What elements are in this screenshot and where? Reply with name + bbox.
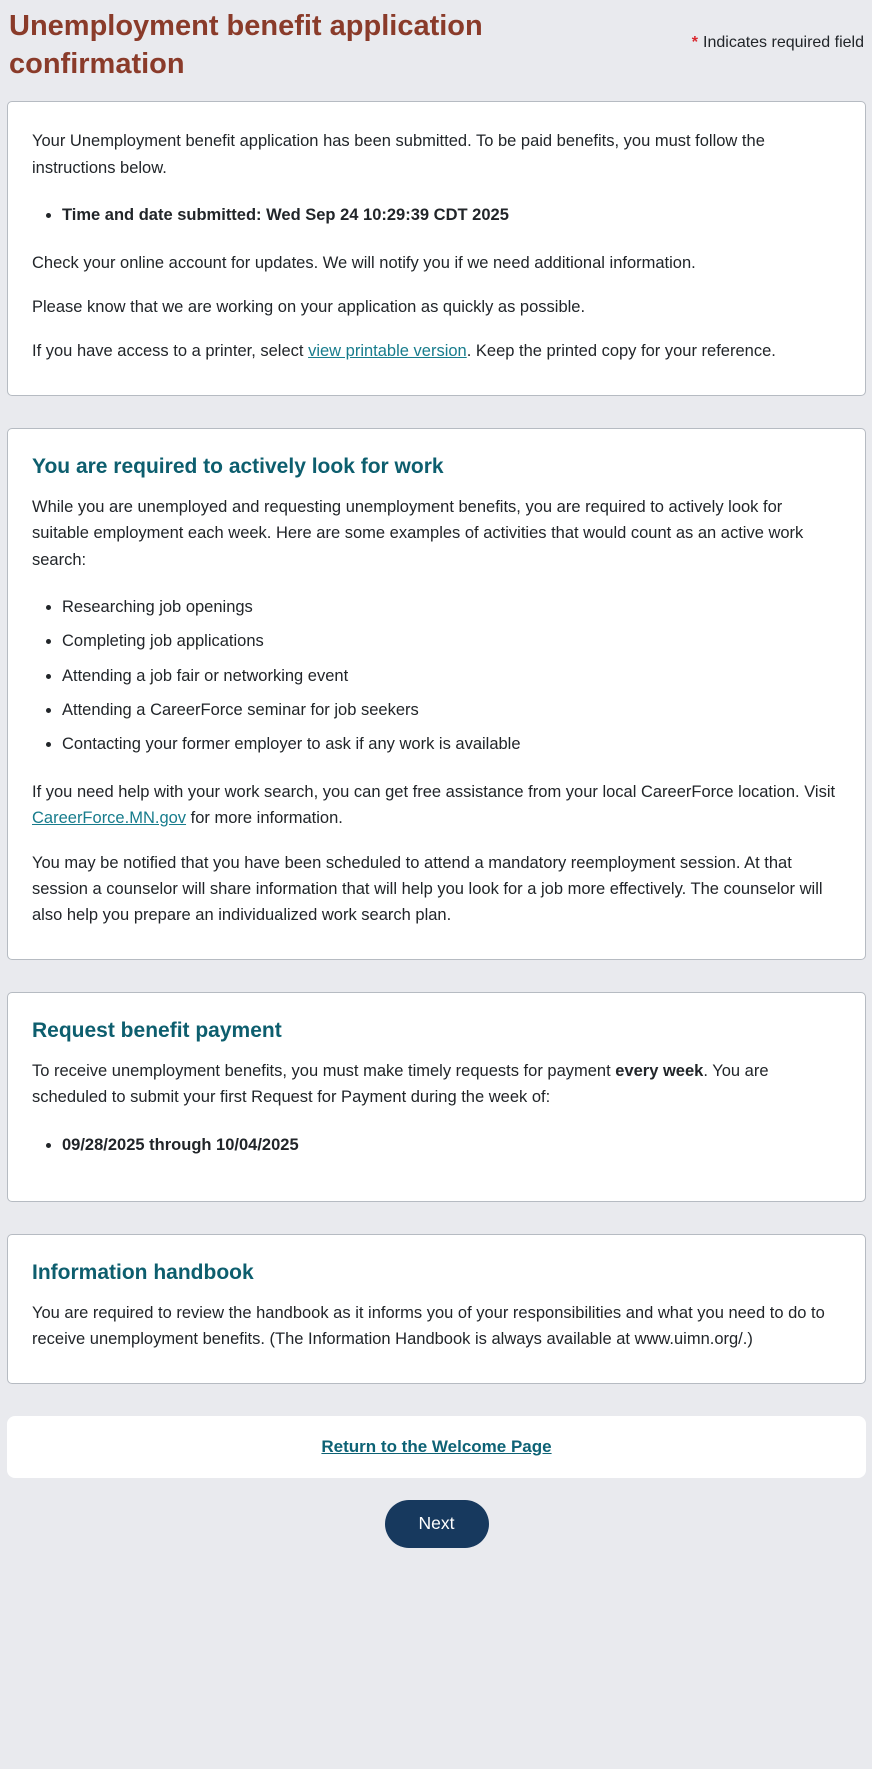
submission-status-text: Your Unemployment benefit application has been submitted. To be paid benefits, you must follow the instructions below. (32, 132, 765, 177)
required-note-text: Indicates required field (703, 34, 864, 51)
check-account-text: Check your online account for updates. We will notify you if we need additional information. (32, 253, 696, 272)
payment-instruction-text (32, 1058, 841, 1111)
print-instruction-text (32, 338, 841, 364)
list-item: • Researching job openings (62, 594, 841, 620)
payment-instruction-bold: every week (615, 1061, 704, 1080)
payment-instruction-before: To receive unemployment benefits, you must make timely requests for payment (32, 1061, 616, 1080)
confirmation-card (7, 101, 866, 395)
payment-week-item: • 09/28/2025 through 10/04/2025 (62, 1132, 841, 1158)
view-printable-version-link[interactable]: view printable version (308, 342, 467, 361)
careerforce-link[interactable]: CareerForce.MN.gov (32, 809, 187, 828)
work-search-heading: You are required to actively look for work (32, 454, 444, 478)
print-instruction-after: . Keep the printed copy for your reference. (466, 342, 776, 361)
reemployment-session-text: You may be notified that you have been scheduled to attend a mandatory reemployment session. At that session a counselor will share information that will help you look for a job more effectively. The counselor will also help you prepare an individualized work search plan. (32, 853, 823, 925)
payment-instruction-after: . You are scheduled to submit your first Request for Payment during the week of: (32, 1061, 769, 1107)
activity-list (32, 594, 841, 758)
return-strip (7, 1416, 866, 1478)
payment-card (7, 992, 866, 1202)
required-note (692, 34, 864, 52)
work-search-card (7, 428, 866, 960)
list-item: • Attending a job fair or networking event (62, 663, 841, 689)
handbook-heading: Information handbook (32, 1260, 254, 1284)
work-search-intro-text: While you are unemployed and requesting unemployment benefits, you are required to actively look for suitable employment each week. Here are some examples of activities that would count as an active work search: (32, 497, 804, 569)
list-item: • Attending a CareerForce seminar for job seekers (62, 697, 841, 723)
processing-text: Please know that we are working on your application as quickly as possible. (32, 297, 586, 316)
handbook-card (7, 1234, 866, 1384)
return-to-welcome-link[interactable]: Return to the Welcome Page (321, 1436, 552, 1456)
payment-heading: Request benefit payment (32, 1018, 282, 1042)
print-instruction-before: If you have access to a printer, select (32, 342, 309, 361)
next-button-row (7, 1500, 866, 1556)
careerforce-help-before: If you need help with your work search, you can get free assistance from your local CareerForce location. Visit (32, 782, 836, 801)
list-item: • Completing job applications (62, 628, 841, 654)
page-title: Unemployment benefit application confirmation (9, 10, 483, 80)
time-submitted-list (32, 202, 841, 228)
payment-week-list (32, 1132, 841, 1158)
required-asterisk: * (691, 34, 699, 51)
list-item: • Contacting your former employer to ask if any work is available (62, 731, 841, 757)
handbook-text: You are required to review the handbook as it informs you of your responsibilities and what you need to do to receive unemployment benefits. (The Information Handbook is always available at www.uimn.org/.) (32, 1303, 825, 1349)
careerforce-help-text (32, 779, 841, 832)
careerforce-help-after: for more information. (186, 809, 343, 828)
time-submitted-item: • Time and date submitted: Wed Sep 24 10:29:39 CDT 2025 (62, 202, 841, 228)
next-button[interactable]: Next (385, 1500, 489, 1548)
page-header (7, 8, 866, 83)
